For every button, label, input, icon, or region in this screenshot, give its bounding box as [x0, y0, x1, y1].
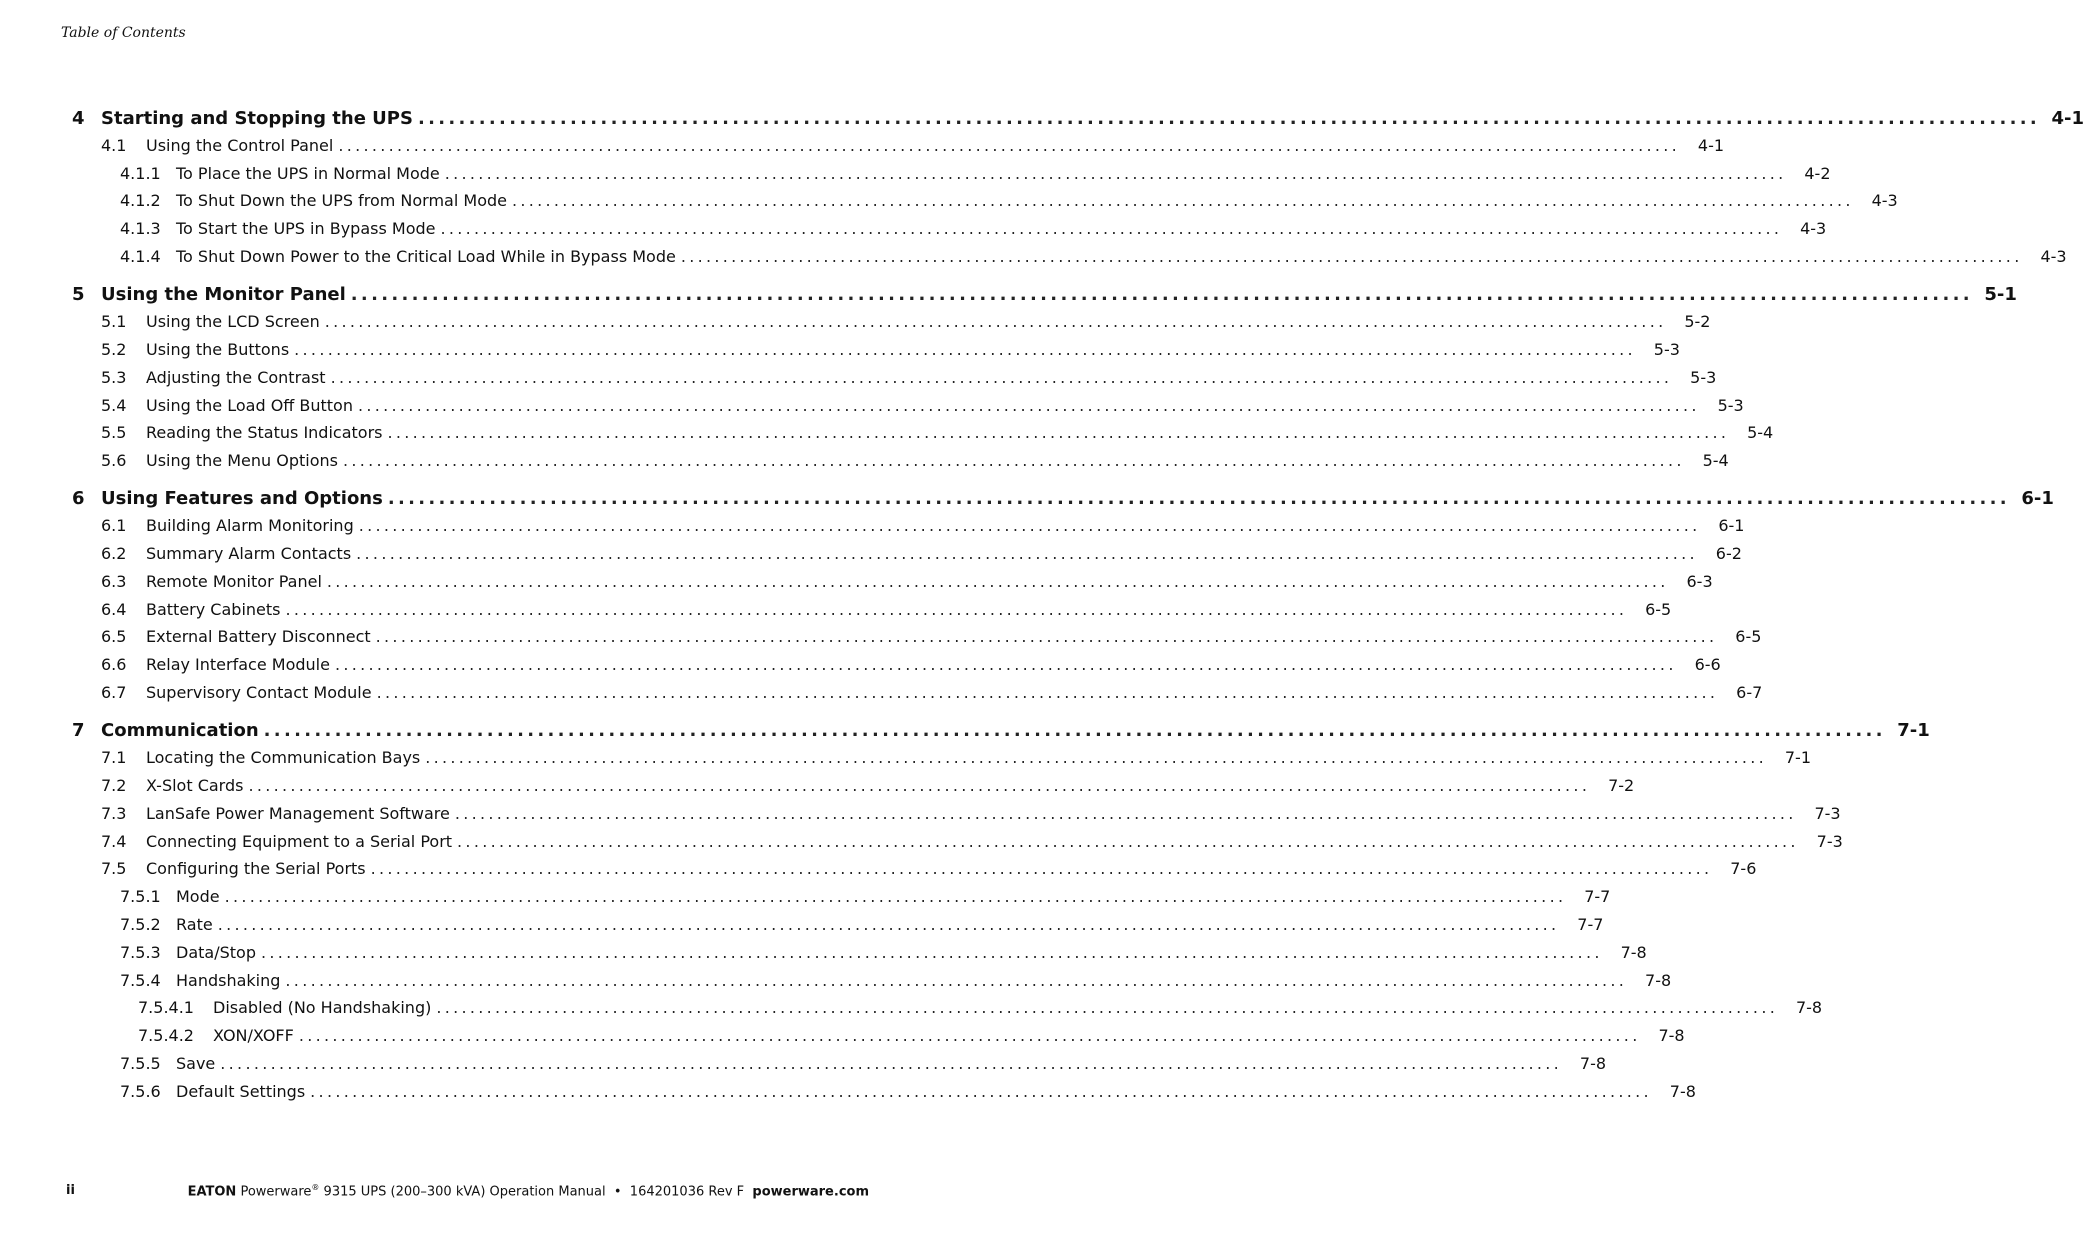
- dot-leader: ................................................................................................................................................................: [356, 544, 1698, 563]
- toc-entry-title: Data/Stop: [176, 942, 256, 962]
- toc-entry-title: Using the Control Panel: [146, 135, 334, 155]
- toc-entry[interactable]: [101, 451, 1729, 475]
- dot-leader: ................................................................................................................................................................: [357, 395, 1700, 415]
- toc-entry-page: 7-3: [1814, 803, 1841, 823]
- toc-entry-page: 6-5: [1735, 627, 1762, 647]
- toc-entry-title: To Shut Down Power to the Critical Load While in Bypass Mode: [176, 247, 676, 266]
- toc-entry[interactable]: [120, 887, 1611, 911]
- toc-entry[interactable]: [101, 339, 1680, 364]
- dot-leader: ................................................................................................................................................................: [387, 488, 2010, 510]
- toc-entry-number: 6.6: [101, 655, 127, 675]
- dot-leader: ................................................................................................................................................................: [417, 108, 2041, 129]
- toc-entry-title: Starting and Stopping the UPS: [101, 108, 413, 129]
- dot-leader: ................................................................................................................................................................: [358, 516, 1701, 536]
- dot-leader: ................................................................................................................................................................: [220, 1053, 1563, 1073]
- toc-entry-page: 7-8: [1658, 1026, 1685, 1046]
- toc-entry-number: 7.5.5: [120, 1053, 161, 1073]
- toc-entry-title: Save: [176, 1053, 216, 1073]
- toc-entry-title: Using the Menu Options: [146, 451, 338, 471]
- toc-entry-page: 4-1: [2051, 108, 2084, 129]
- toc-entry-page: 6-2: [1715, 544, 1742, 563]
- toc-entry-number: 5.2: [101, 339, 127, 359]
- dot-leader: ................................................................................................................................................................: [310, 1081, 1652, 1101]
- toc-entry-title: Using the Load Off Button: [146, 395, 353, 415]
- toc-entry[interactable]: [101, 516, 1745, 540]
- toc-entry-page: 7-7: [1584, 887, 1611, 907]
- toc-entry-number: 6.5: [101, 627, 127, 647]
- toc-chapter-entry[interactable]: [72, 488, 2054, 512]
- dot-leader: ................................................................................................................................................................: [330, 367, 1673, 387]
- toc-entry-title: Communication: [101, 720, 259, 742]
- toc-entry-page: 7-8: [1620, 942, 1647, 962]
- toc-entry-title: Using the LCD Screen: [146, 312, 320, 332]
- dot-leader: ................................................................................................................................................................: [260, 942, 1603, 962]
- toc-entry-page: 7-7: [1577, 914, 1604, 934]
- dot-leader: ................................................................................................................................................................: [334, 655, 1677, 675]
- dot-leader: ................................................................................................................................................................: [248, 775, 1591, 795]
- toc-entry-title: Supervisory Contact Module: [146, 683, 372, 702]
- toc-entry-page: 6-1: [2021, 488, 2054, 510]
- toc-entry-title: Adjusting the Contrast: [146, 367, 326, 387]
- toc-entry[interactable]: [101, 571, 1713, 596]
- footer-product: Powerware: [240, 1184, 312, 1200]
- toc-entry-page: 5-4: [1702, 451, 1729, 471]
- toc-entry[interactable]: [138, 1026, 1685, 1050]
- toc-entry[interactable]: [120, 1081, 1696, 1106]
- toc-entry-number: 6.4: [101, 599, 127, 619]
- toc-entry-number: 4.1.1: [120, 163, 161, 183]
- dot-leader: ................................................................................................................................................................: [387, 423, 1730, 443]
- toc-entry-page: 6-5: [1645, 599, 1672, 619]
- dot-leader: ................................................................................................................................................................: [294, 339, 1636, 359]
- toc-entry-number: 5: [72, 284, 85, 306]
- toc-entry-number: 6: [72, 488, 85, 510]
- toc-entry[interactable]: [101, 599, 1672, 624]
- toc-entry-title: Mode: [176, 887, 220, 907]
- dot-leader: ................................................................................................................................................................: [454, 803, 1797, 823]
- toc-entry-title: Reading the Status Indicators: [146, 423, 383, 443]
- toc-chapter-entry[interactable]: [72, 720, 1930, 744]
- toc-entry-title: To Start the UPS in Bypass Mode: [176, 219, 436, 239]
- toc-entry-title: Relay Interface Module: [146, 655, 330, 675]
- toc-entry-page: 6-7: [1736, 683, 1763, 702]
- toc-entry[interactable]: [101, 775, 1635, 800]
- toc-entry-title: Using the Buttons: [146, 339, 290, 359]
- dot-leader: ................................................................................................................................................................: [425, 748, 1767, 768]
- toc-entry-page: 6-3: [1686, 571, 1713, 591]
- registered-mark: ®: [311, 1183, 320, 1192]
- toc-entry-title: Default Settings: [176, 1081, 306, 1101]
- toc-entry-page: 7-8: [1579, 1053, 1607, 1073]
- toc-entry[interactable]: [120, 970, 1672, 995]
- toc-entry-page: 6-1: [1718, 516, 1745, 536]
- toc-entry-page: 7-6: [1730, 859, 1757, 879]
- toc-entry-title: X-Slot Cards: [146, 775, 244, 795]
- toc-entry-number: 5.4: [101, 395, 127, 415]
- toc-entry-title: Using Features and Options: [101, 488, 383, 510]
- dot-leader: ................................................................................................................................................................: [444, 163, 1787, 183]
- toc-entry-number: 6.2: [101, 544, 127, 563]
- toc-entry-title: To Shut Down the UPS from Normal Mode: [176, 191, 507, 211]
- toc-entry-number: 6.1: [101, 516, 127, 536]
- toc-entry-number: 7.5.6: [120, 1081, 161, 1101]
- toc-entry-number: 7.2: [101, 775, 127, 795]
- toc-entry[interactable]: [120, 1053, 1607, 1078]
- dot-leader: ................................................................................................................................................................: [224, 887, 1567, 907]
- toc-entry-page: 4-1: [1697, 135, 1725, 155]
- dot-leader: ................................................................................................................................................................: [440, 219, 1783, 239]
- toc-entry[interactable]: [101, 803, 1841, 828]
- toc-entry[interactable]: [101, 423, 1774, 447]
- toc-entry-page: 5-1: [1984, 284, 2017, 306]
- toc-entry-title: External Battery Disconnect: [146, 627, 371, 647]
- toc-entry[interactable]: [101, 655, 1721, 679]
- dot-leader: ................................................................................................................................................................: [511, 191, 1854, 211]
- toc-entry-page: 5-2: [1684, 312, 1711, 332]
- dot-leader: ................................................................................................................................................................: [326, 571, 1669, 591]
- toc-chapter-entry[interactable]: [72, 108, 2084, 132]
- dot-leader: ................................................................................................................................................................: [436, 998, 1779, 1018]
- toc-entry-number: 5.3: [101, 367, 127, 387]
- toc-entry-title: Disabled (No Handshaking): [213, 998, 432, 1018]
- dot-leader: ................................................................................................................................................................: [342, 451, 1685, 471]
- toc-entry-number: 4.1.4: [120, 247, 161, 266]
- toc-entry-number: 5.1: [101, 312, 127, 332]
- toc-entry-number: 7.5.1: [120, 887, 161, 907]
- toc-entry-page: 7-2: [1608, 775, 1635, 795]
- toc-entry-title: LanSafe Power Management Software: [146, 803, 450, 823]
- toc-entry-page: 5-3: [1690, 367, 1717, 387]
- toc-entry-number: 7.5.4.2: [138, 1026, 194, 1046]
- dot-leader: ................................................................................................................................................................: [370, 859, 1713, 879]
- toc-entry-title: Configuring the Serial Ports: [146, 859, 366, 879]
- toc-entry-number: 7.5.2: [120, 914, 161, 934]
- toc-entry-number: 4.1: [101, 135, 127, 155]
- toc-entry-page: 6-6: [1694, 655, 1721, 675]
- toc-entry-number: 7.5.3: [120, 942, 161, 962]
- dot-leader: ................................................................................................................................................................: [680, 247, 2023, 266]
- toc-entry-title: Connecting Equipment to a Serial Port: [146, 831, 453, 851]
- toc-entry-number: 6.3: [101, 571, 127, 591]
- dot-leader: ................................................................................................................................................................: [338, 135, 1681, 155]
- toc-entry-number: 7.5.4.1: [138, 998, 194, 1018]
- toc-entry-number: 7: [72, 720, 85, 742]
- toc-entry-page: 5-3: [1653, 339, 1680, 359]
- footer-doc-number: 164201036 Rev F: [629, 1184, 745, 1200]
- dot-leader: ................................................................................................................................................................: [350, 284, 1973, 306]
- toc-entry[interactable]: [120, 163, 1831, 188]
- toc-chapter-entry[interactable]: [72, 284, 2017, 308]
- dot-leader: ................................................................................................................................................................: [324, 312, 1667, 332]
- dot-leader: ................................................................................................................................................................: [376, 683, 1719, 702]
- toc-entry[interactable]: [120, 191, 1898, 215]
- toc-entry-page: 7-1: [1784, 748, 1811, 768]
- toc-entry[interactable]: [101, 312, 1711, 336]
- toc-entry[interactable]: [101, 544, 1742, 568]
- toc-entry-number: 7.5: [101, 859, 127, 879]
- toc-entry-number: 4: [72, 108, 85, 129]
- toc-entry-title: Using the Monitor Panel: [101, 284, 346, 306]
- toc-entry[interactable]: [101, 395, 1744, 420]
- toc-entry[interactable]: [120, 942, 1647, 967]
- dot-leader: ................................................................................................................................................................: [263, 720, 1886, 742]
- toc-entry-number: 7.1: [101, 748, 127, 768]
- dot-leader: ................................................................................................................................................................: [217, 914, 1560, 934]
- toc-entry-page: 7-8: [1795, 998, 1823, 1018]
- toc-entry[interactable]: [101, 135, 1725, 160]
- toc-entry[interactable]: [101, 831, 1843, 856]
- toc-entry-page: 7-1: [1897, 720, 1930, 742]
- toc-entry-page: 7-3: [1816, 831, 1843, 851]
- toc-entry-title: Locating the Communication Bays: [146, 748, 421, 768]
- toc-entry-page: 7-8: [1645, 970, 1672, 990]
- toc-entry-title: Remote Monitor Panel: [146, 571, 322, 591]
- toc-entry-title: Rate: [176, 914, 213, 934]
- toc-entry-title: Battery Cabinets: [146, 599, 281, 619]
- toc-entry-page: 5-4: [1747, 423, 1774, 443]
- toc-entry-page: 4-3: [2040, 247, 2067, 266]
- toc-entry[interactable]: [101, 627, 1762, 651]
- footer-brand: EATON: [187, 1184, 237, 1200]
- toc-entry-number: 4.1.3: [120, 219, 161, 239]
- footer-website: powerware.com: [752, 1184, 869, 1200]
- toc-entry[interactable]: [120, 219, 1827, 243]
- toc-entry[interactable]: [101, 859, 1757, 883]
- toc-entry[interactable]: [101, 367, 1717, 392]
- dot-leader: ................................................................................................................................................................: [285, 970, 1628, 990]
- dot-leader: ................................................................................................................................................................: [457, 831, 1799, 851]
- toc-entry-page: 4-3: [1871, 191, 1898, 211]
- toc-entry-title: XON/XOFF: [213, 1026, 294, 1046]
- page-number: ii: [66, 1183, 75, 1198]
- toc-entry[interactable]: [138, 998, 1823, 1022]
- toc-entry-number: 4.1.2: [120, 191, 161, 211]
- toc-entry-number: 5.5: [101, 423, 127, 443]
- toc-entry-page: 4-2: [1804, 163, 1831, 183]
- toc-entry-number: 7.3: [101, 803, 127, 823]
- running-header: Table of Contents: [61, 25, 186, 41]
- toc-entry-page: 5-3: [1717, 395, 1744, 415]
- toc-entry-title: Handshaking: [176, 970, 281, 990]
- footer-separator: •: [613, 1184, 622, 1200]
- toc-entry-page: 4-3: [1800, 219, 1827, 239]
- toc-entry-number: 7.4: [101, 831, 127, 851]
- dot-leader: ................................................................................................................................................................: [298, 1026, 1641, 1046]
- toc-entry-number: 7.5.4: [120, 970, 161, 990]
- toc-entry-title: To Place the UPS in Normal Mode: [176, 163, 440, 183]
- toc-entry[interactable]: [120, 914, 1604, 939]
- toc-entry[interactable]: [101, 748, 1811, 772]
- footer-manual-title: 9315 UPS (200–300 kVA) Operation Manual: [323, 1184, 606, 1200]
- toc-entry[interactable]: [101, 683, 1763, 707]
- toc-entry-number: 5.6: [101, 451, 127, 471]
- toc-entry-title: Building Alarm Monitoring: [146, 516, 354, 536]
- toc-entry-number: 6.7: [101, 683, 127, 702]
- footer-info: [188, 1183, 869, 1199]
- toc-entry-title: Summary Alarm Contacts: [146, 544, 352, 563]
- toc-entry[interactable]: [120, 247, 2067, 271]
- toc-entry-page: 7-8: [1669, 1081, 1696, 1101]
- dot-leader: ................................................................................................................................................................: [375, 627, 1718, 647]
- dot-leader: ................................................................................................................................................................: [285, 599, 1628, 619]
